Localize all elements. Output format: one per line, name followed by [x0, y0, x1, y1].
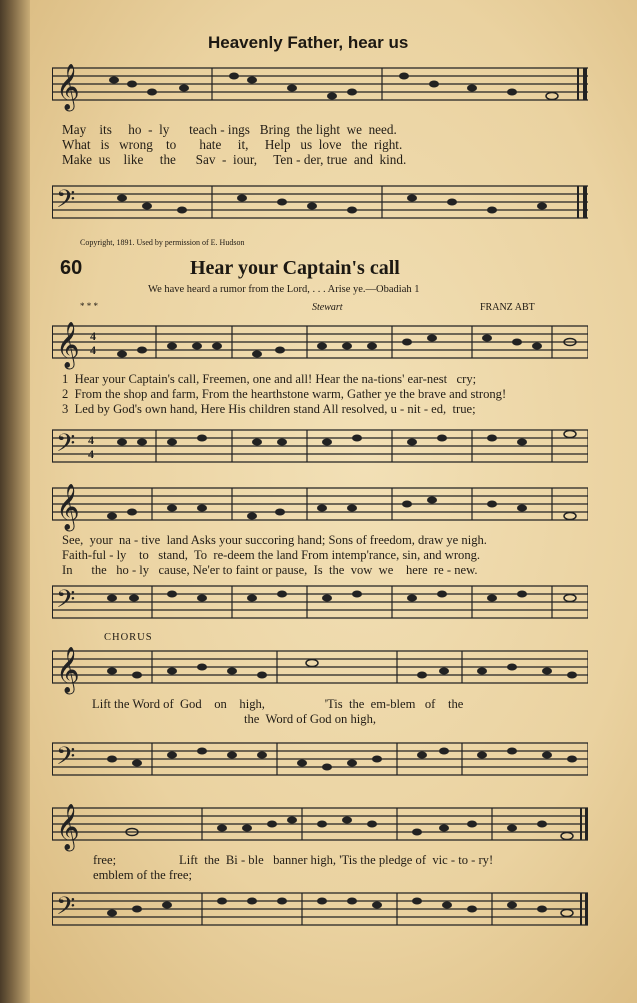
hymn-59-lyric-line-1: May its ho - ly teach - ings Bring the light we need. — [62, 122, 397, 137]
verse-1-line-1: 1 Hear your Captain's call, Freemen, one and all! Hear the na-tions' ear-nest cry; — [62, 372, 477, 386]
svg-text:𝄢: 𝄢 — [56, 585, 76, 620]
hymn-59-bass-staff — [52, 178, 588, 232]
bass-staff-lines — [52, 578, 588, 630]
composer-name: FRANZ ABT — [480, 302, 535, 313]
svg-text:𝄞: 𝄞 — [56, 804, 80, 850]
hymn-60-system-2-treble — [52, 480, 588, 532]
bass-staff-lines — [52, 178, 588, 232]
hymn-60-system-1-bass — [52, 422, 588, 474]
svg-text:4: 4 — [88, 433, 94, 447]
svg-text:𝄞: 𝄞 — [56, 647, 80, 693]
treble-staff-lines — [52, 318, 588, 370]
treble-staff-lines — [52, 800, 588, 852]
hymn-60-system-1-treble — [52, 318, 588, 370]
hymn-59-lyric-line-3: Make us like the Sav - iour, Ten - der, true and kind. — [62, 152, 407, 167]
verse-1-line-3: 3 Led by God's own hand, Here His children stand All resolved, u - nit - ed, true; — [62, 402, 476, 416]
chorus-label: CHORUS — [104, 632, 153, 643]
svg-text:𝄢: 𝄢 — [56, 742, 76, 777]
bass-staff-lines — [52, 735, 588, 787]
hymn-59-title: Heavenly Father, hear us — [208, 33, 409, 52]
hymn-59-lyric-line-2: What is wrong to hate it, Help us love the right. — [62, 137, 403, 152]
hymn-59-copyright: Copyright, 1891. Used by permission of E. Hudson — [80, 238, 245, 247]
book-binding-edge — [0, 0, 30, 1003]
chorus-line-2-alt: emblem of the free; — [93, 868, 192, 882]
tempo-marks: * * * — [80, 301, 98, 311]
chorus-line-1: Lift the Word of God on high, 'Tis the em-blem of the — [92, 697, 464, 711]
hymn-60-final-bass — [52, 885, 588, 937]
svg-text:𝄢: 𝄢 — [56, 429, 76, 464]
svg-text:𝄢: 𝄢 — [56, 892, 76, 927]
verse-1-line-2: 2 From the shop and farm, From the hearthstone warm, Gather ye the brave and strong! — [62, 387, 507, 401]
bass-staff-lines — [52, 885, 588, 937]
svg-text:𝄢: 𝄢 — [56, 185, 76, 220]
treble-staff-lines — [52, 643, 588, 695]
svg-text:𝄞: 𝄞 — [56, 64, 80, 110]
hymn-59-treble-staff — [52, 62, 588, 116]
hymn-60-title: Hear your Captain's call — [190, 257, 400, 279]
hymn-60-system-2-bass — [52, 578, 588, 630]
hymn-60-chorus-treble — [52, 643, 588, 695]
hymn-60-epigraph: We have heard a rumor from the Lord, . . . Arise ye.—Obadiah 1 — [148, 284, 420, 295]
chorus-line-1-alt: the Word of God on high, — [244, 712, 377, 726]
svg-text:4: 4 — [90, 329, 96, 343]
verse-2-line-3: In the ho - ly cause, Ne'er to faint or pause, Is the vow we here re - new. — [62, 563, 478, 577]
arranger-name: Stewart — [312, 302, 343, 313]
svg-text:4: 4 — [90, 343, 96, 357]
svg-text:4: 4 — [88, 447, 94, 461]
hymn-number: 60 — [60, 257, 83, 279]
bass-staff-lines — [52, 422, 588, 474]
svg-text:𝄞: 𝄞 — [56, 322, 80, 368]
treble-staff-lines — [52, 480, 588, 532]
hymn-60-chorus-bass — [52, 735, 588, 787]
chorus-line-2: free; Lift the Bi - ble banner high, 'Tis the pledge of vic - to - ry! — [93, 853, 494, 867]
treble-staff-lines — [52, 62, 588, 116]
verse-2-line-2: Faith-ful - ly to stand, To re-deem the land From intemp'rance, sin, and wrong. — [62, 548, 481, 562]
hymn-60-final-treble — [52, 800, 588, 852]
svg-text:𝄞: 𝄞 — [56, 484, 80, 530]
verse-2-line-1: See, your na - tive land Asks your succoring hand; Sons of freedom, draw ye nigh. — [62, 533, 487, 547]
